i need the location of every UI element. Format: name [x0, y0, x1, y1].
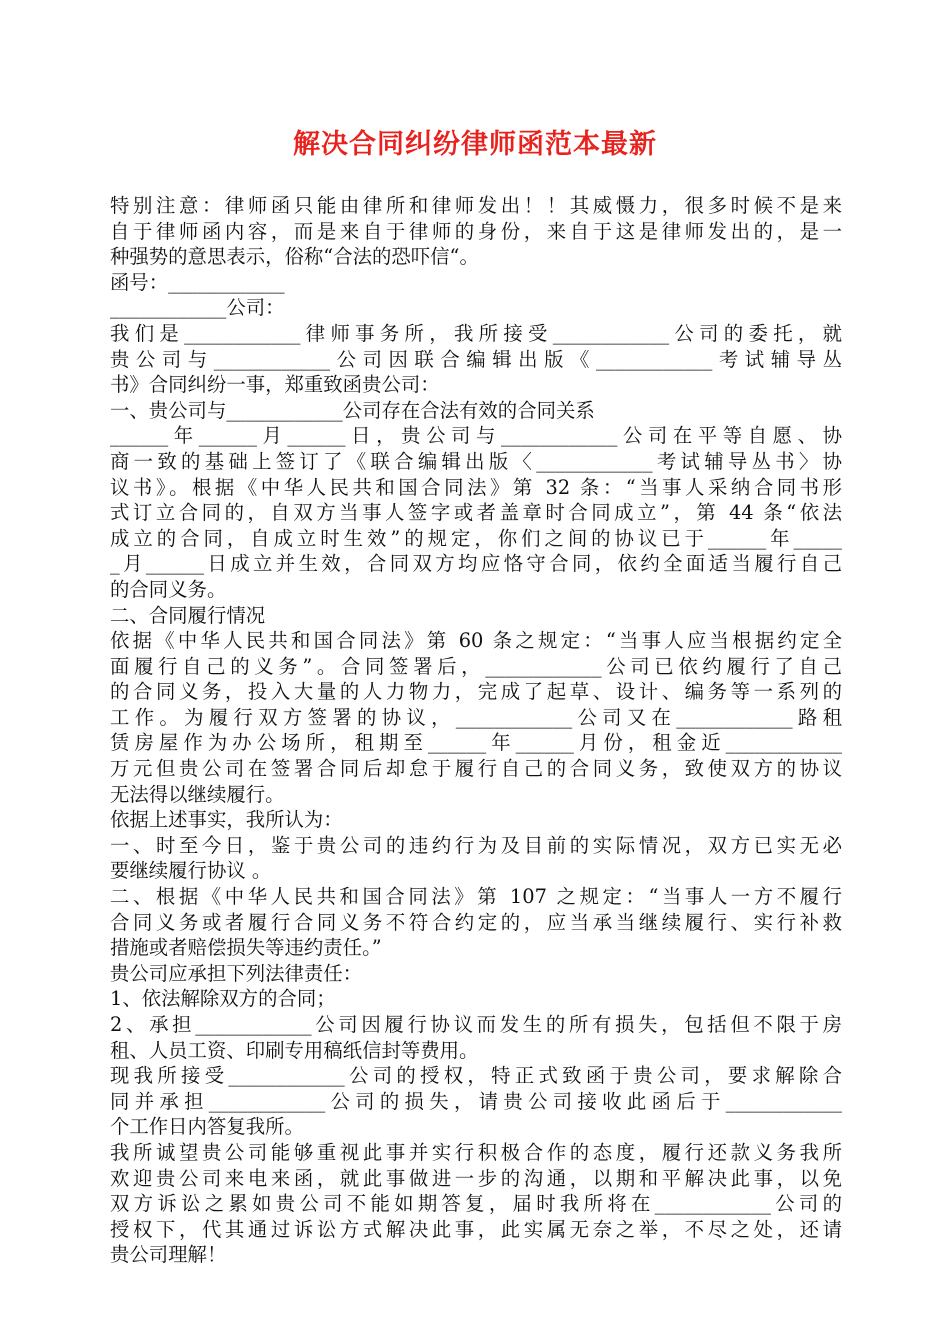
text-line: 种强势的意思表示，俗称“合法的恐吓信“。: [110, 245, 479, 269]
text-line: 双方诉讼之累如贵公司不能如期答复，届时我所将在____________公司的: [110, 1192, 842, 1216]
text-line: 欢迎贵公司来电来函，就此事做进一步的沟通，以期和平解决此事，以免: [110, 1166, 842, 1190]
text-line: 一、贵公司与____________公司存在合法有效的合同关系: [110, 398, 595, 422]
text-line: 贵公司理解！: [110, 1243, 227, 1267]
text-line: 函号：____________: [110, 270, 285, 294]
text-line: 同并承担____________公司的损失，请贵公司接收此函后于____________: [110, 1089, 842, 1113]
text-line: 依据上述事实，我所认为：: [110, 808, 343, 832]
text-line: 工作。为履行双方签署的协议，____________公司又在____________路租: [110, 705, 842, 729]
text-line: 个工作日内答复我所。: [110, 1115, 304, 1139]
text-line: 我所诚望贵公司能够重视此事并实行积极合作的态度，履行还款义务我所: [110, 1140, 842, 1164]
text-line: 一、时至今日，鉴于贵公司的违约行为及目前的实际情况，双方已实无必: [110, 833, 842, 857]
text-line: 租、人员工资、印刷专用稿纸信封等费用。: [110, 1038, 479, 1062]
text-line: 要继续履行协议 。: [110, 859, 272, 883]
text-line: 商一致的基础上签订了《联合编辑出版〈____________考试辅导丛书〉协: [110, 449, 842, 473]
text-line: 授权下，代其通过诉讼方式解决此事，此实属无奈之举，不尽之处，还请: [110, 1217, 842, 1241]
text-line: 书》合同纠纷一事，郑重致函贵公司：: [110, 373, 440, 397]
text-line: 无法得以继续履行。: [110, 782, 285, 806]
text-line: _月______日成立并生效，合同双方均应恪守合同，依约全面适当履行自己: [110, 552, 842, 576]
document-title: 解决合同纠纷律师函范本最新: [293, 129, 657, 160]
text-line: 依据《中华人民共和国合同法》第 60 条之规定：“当事人应当根据约定全: [110, 629, 842, 653]
text-line: 的合同义务，投入大量的人力物力，完成了起草、设计、编务等一系列的: [110, 680, 842, 704]
text-line: 贵公司与____________公司因联合编辑出版《____________考试辅导丛: [110, 347, 842, 371]
text-line: ______年______月______日，贵公司与____________公司在平等自愿、协: [110, 424, 842, 448]
text-line: 自于律师函内容，而是来自于律师的身份，来自于这是律师发出的，是一: [110, 219, 842, 243]
text-line: 特别注意：律师函只能由律所和律师发出！！其威慑力，很多时候不是来: [110, 194, 842, 217]
text-line: 现我所接受____________公司的授权，特正式致函于贵公司，要求解除合: [110, 1064, 842, 1088]
text-line: 面履行自己的义务”。合同签署后，____________公司已依约履行了自己: [110, 654, 842, 678]
text-line: 二、根据《中华人民共和国合同法》第 107 之规定：“当事人一方不履行: [110, 885, 842, 909]
text-line: 我们是____________律师事务所，我所接受____________公司的委托，就: [110, 321, 842, 345]
text-line: 的合同义务。: [110, 577, 227, 601]
text-line: 2、承担____________公司因履行协议而发生的所有损失，包括但不限于房: [110, 1013, 842, 1036]
text-line: 赁房屋作为办公场所，租期至______年______月份，租金近____________: [110, 731, 842, 755]
text-line: 议书》。根据《中华人民共和国合同法》第 32 条：“当事人采纳合同书形: [110, 475, 842, 499]
text-line: 措施或者赔偿损失等违约责任。”: [110, 936, 382, 960]
text-line: 合同义务或者履行合同义务不符合约定的，应当承当继续履行、实行补救: [110, 910, 842, 934]
text-line: 式订立合同的，自双方当事人签字或者盖章时合同成立”，第 44 条“依法: [110, 501, 842, 525]
text-line: 二、合同履行情况: [110, 603, 266, 627]
document-body: [110, 193, 842, 1268]
text-line: 万元但贵公司在签署合同后却怠于履行自己的合同义务，致使双方的协议: [110, 757, 842, 781]
text-line: ____________公司：: [110, 296, 285, 320]
text-line: 1、依法解除双方的合同；: [110, 987, 336, 1011]
text-line: 贵公司应承担下列法律责任：: [110, 961, 363, 985]
text-line: 成立的合同，自成立时生效”的规定，你们之间的协议已于______年_____: [110, 526, 842, 550]
